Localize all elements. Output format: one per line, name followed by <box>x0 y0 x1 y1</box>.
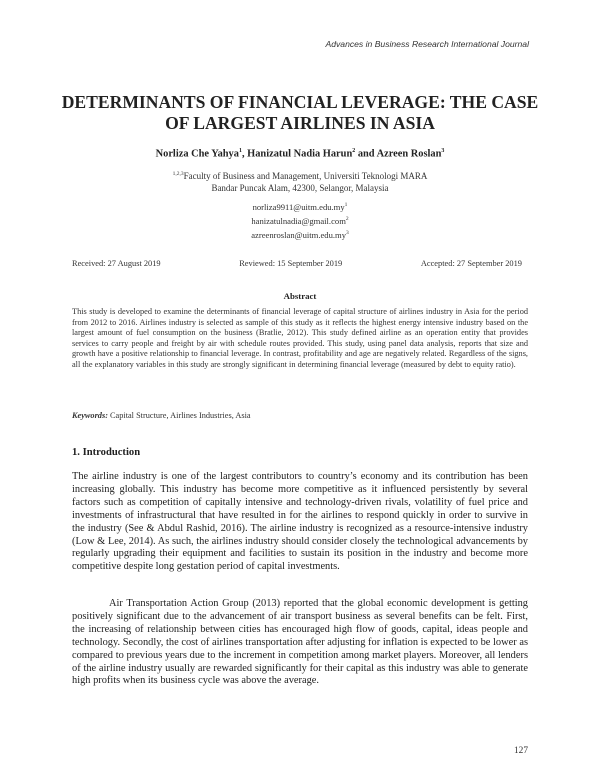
email-superscript: 1 <box>344 202 348 208</box>
abstract-heading: Abstract <box>283 291 317 301</box>
submission-dates <box>72 259 522 268</box>
page-number: 127 <box>513 746 528 756</box>
body-paragraph: The airline industry is one of the largest contributors to country’s economy and its contribution has been increasing globally. This industry has become more competitive as it influenced persistently by several factors such as competition of capitally intensive and technology-driven rivals, volatility of fuel price and investments of infrastructural that have resulted in for the airlines to respond quickly in order to survive in the industry (See & Abdul Rashid, 2016). The airline industry is recognized as a resource-intensive industry (Low & Lee, 2014). As such, the airlines industry should consider closely the technological advancements by regularly upgrading their equipment and facilities to sustain its position in the industry and become more competitive despite long gestation period of capital investments. <box>72 471 528 573</box>
paper-title: DETERMINANTS OF FINANCIAL LEVERAGE: THE CASE OF LARGEST AIRLINES IN ASIA <box>61 92 539 133</box>
author-name: Norliza Che Yahya <box>155 148 239 160</box>
affiliation-superscript: 1,2,3 <box>172 171 184 177</box>
email-superscript: 2 <box>345 215 349 222</box>
email-link[interactable]: azreenroslan@uitm.edu.my <box>251 229 347 240</box>
affiliation <box>60 168 540 194</box>
section-heading: 1. Introduction <box>72 447 141 458</box>
author-line <box>60 148 540 159</box>
email-list <box>60 199 540 241</box>
author-superscript: 1 <box>238 148 242 154</box>
author-separator: and <box>355 148 377 160</box>
accepted-date: Accepted: 27 September 2019 <box>420 259 522 268</box>
keywords-label: Keywords: <box>72 411 108 420</box>
keywords <box>72 411 528 420</box>
abstract-text: This study is developed to examine the determinants of financial leverage of capital structure of airlines industry in Asia for the period from 2012 to 2016. Airlines industry is selected as sample of this study as it reflects the highest energy intensive industry based on the largest amount of fuel consumption on the business (Bratlie, 2012). This study defined airline as an operation entity that provides services to carry people and freight by air with schedule routes provided. This study, using panel data analysis, reports that size and growth have a positive relationship to financial leverage. In contrast, profitability and age are negatively related. Regardless of the signs, all the explanatory variables in this study are strongly significant in determining financial leverage (measured by debt to equity ratio). <box>72 307 528 369</box>
author-name: Hanizatul Nadia Harun <box>247 148 353 160</box>
author-superscript: 3 <box>441 148 445 154</box>
email-link[interactable]: hanizatulnadia@gmail.com <box>251 215 346 226</box>
affiliation-line: Bandar Puncak Alam, 42300, Selangor, Malaysia <box>211 183 389 193</box>
author-superscript: 2 <box>352 148 356 154</box>
email-superscript: 3 <box>346 229 349 236</box>
author-separator: , <box>241 148 248 160</box>
journal-name: Advances in Business Research International Journal <box>325 39 529 49</box>
body-paragraph: Air Transportation Action Group (2013) reported that the global economic development is getting positively significant due to the advancement of air transport business as several benefits can be felt. First, the increasing of relationship between cities has encouraged high flow of goods, capital, ideas people and technology. Secondly, the cost of airlines transportation after adjusting for inflation is expected to be lower as compared to previous years due to the increment in competition among market players. Moreover, all lenders of the airline industry usually are rewarded significantly for their capital as this industry was able to generate high profits when its business cycle was above the average. <box>72 598 528 687</box>
keywords-list: Capital Structure, Airlines Industries, Asia <box>107 411 251 420</box>
received-date: Received: 27 August 2019 <box>72 259 161 268</box>
reviewed-date: Reviewed: 15 September 2019 <box>239 259 343 268</box>
email-link[interactable]: norliza9911@uitm.edu.my <box>252 201 345 212</box>
author-name: Azreen Roslan <box>376 148 442 160</box>
affiliation-line: Faculty of Business and Management, Universiti Teknologi MARA <box>183 171 428 181</box>
